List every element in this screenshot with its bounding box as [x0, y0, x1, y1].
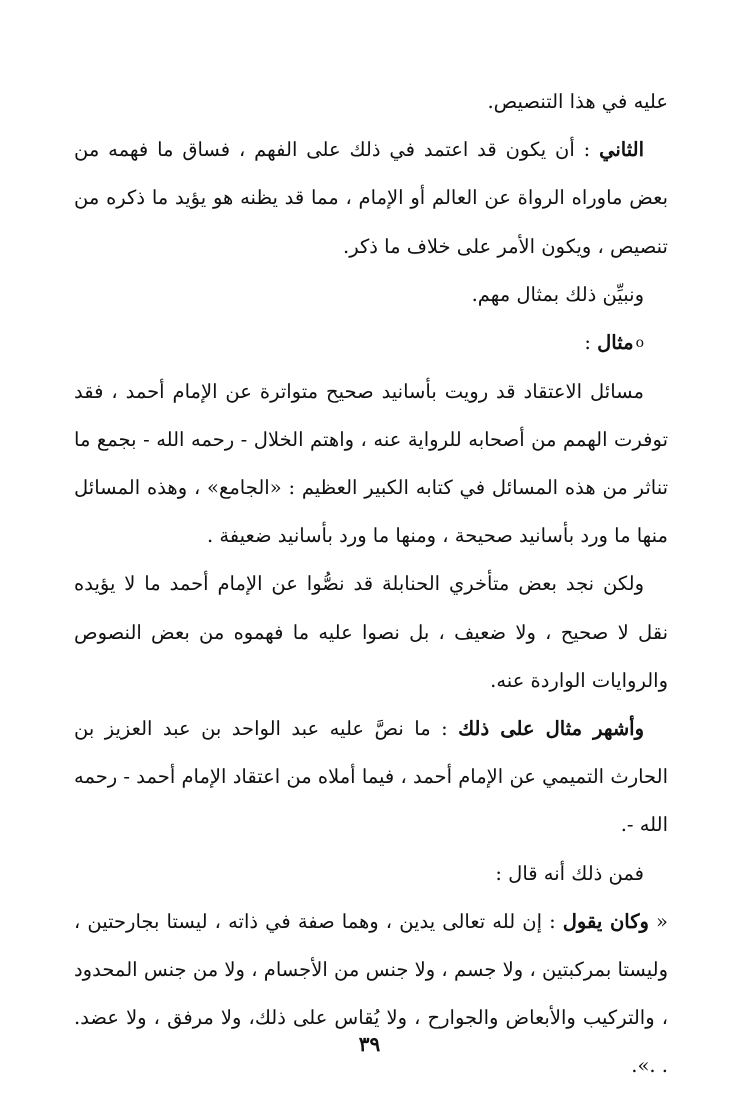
- paragraph-text: عليه في هذا التنصيص.: [487, 90, 668, 113]
- paragraph-creed-issues: [74, 368, 668, 561]
- paragraph-text: مسائل الاعتقاد قد رويت بأسانيد صحيح متواترة عن الإمام أحمد ، فقد توفرت الهمم من أصحابه للرواية عنه ، واهتم الخلال - رحمه الله - بجمع ما تناثر من هذه المسائل في كتابه الكبير العظيم : «الجامع» ، وهذه المسائل منها ما ورد بأسانيد صحيحة ، ومنها ما ورد بأسانيد ضعيفة .: [74, 379, 668, 548]
- bold-label: وأشهر مثال على ذلك: [458, 717, 644, 741]
- bold-label: مثال: [597, 331, 634, 355]
- bold-label: وكان يقول: [562, 909, 649, 933]
- paragraph-text: : إن لله تعالى يدين ، وهما صفة في ذاته ، ليستا بجارحتين ، وليستا بمركبتين ، ولا جسم ، ولا جنس من الأجسام ، ولا من جنس المحدود ، والتركيب والأبعاض والجوارح ، ولا يُقاس على ذلك، ولا مرفق ، ولا عضد. . .».: [74, 909, 668, 1078]
- paragraph-text: فمن ذلك أنه قال :: [495, 861, 644, 885]
- bold-label: الثاني: [599, 138, 644, 162]
- heading-colon: :: [584, 331, 598, 355]
- page-body: [74, 78, 668, 1091]
- paragraph-famous-example: [74, 705, 668, 850]
- paragraph-he-said: [74, 850, 668, 898]
- page-number: ٣٩: [358, 1032, 381, 1056]
- example-heading: [74, 319, 668, 368]
- paragraph-text: : أن يكون قد اعتمد في ذلك على الفهم ، فساق ما فهمه من بعض ماوراه الرواة عن العالم أو الإمام ، مما قد يظنه هو يؤيد ما ذكره من تنصيص ، ويكون الأمر على خلاف ما ذكر.: [74, 138, 668, 258]
- paragraph-text: ولكن نجد بعض متأخري الحنابلة قد نصُّوا عن الإمام أحمد ما لا يؤيده نقل لا صحيح ، ولا ضعيف ، بل نصوا عليه ما فهموه من بعض النصوص والروايات الواردة عنه.: [74, 572, 668, 692]
- paragraph-intro-example: [74, 271, 668, 319]
- paragraph-text: ونبيِّن ذلك بمثال مهم.: [471, 282, 644, 306]
- paragraph-text: : ما نصَّ عليه عبد الواحد بن عبد العزيز بن الحارث التميمي عن الإمام أحمد ، فيما أملاه من اعتقاد الإمام أحمد - رحمه الله -.: [74, 717, 668, 837]
- circle-bullet-icon: o: [635, 335, 644, 352]
- paragraph-second-reason: [74, 126, 668, 271]
- paragraph-later-hanbalis: [74, 560, 668, 705]
- paragraph-continuation: [74, 78, 668, 126]
- paragraph-quotation: [74, 898, 668, 1091]
- quote-open: «: [648, 909, 668, 933]
